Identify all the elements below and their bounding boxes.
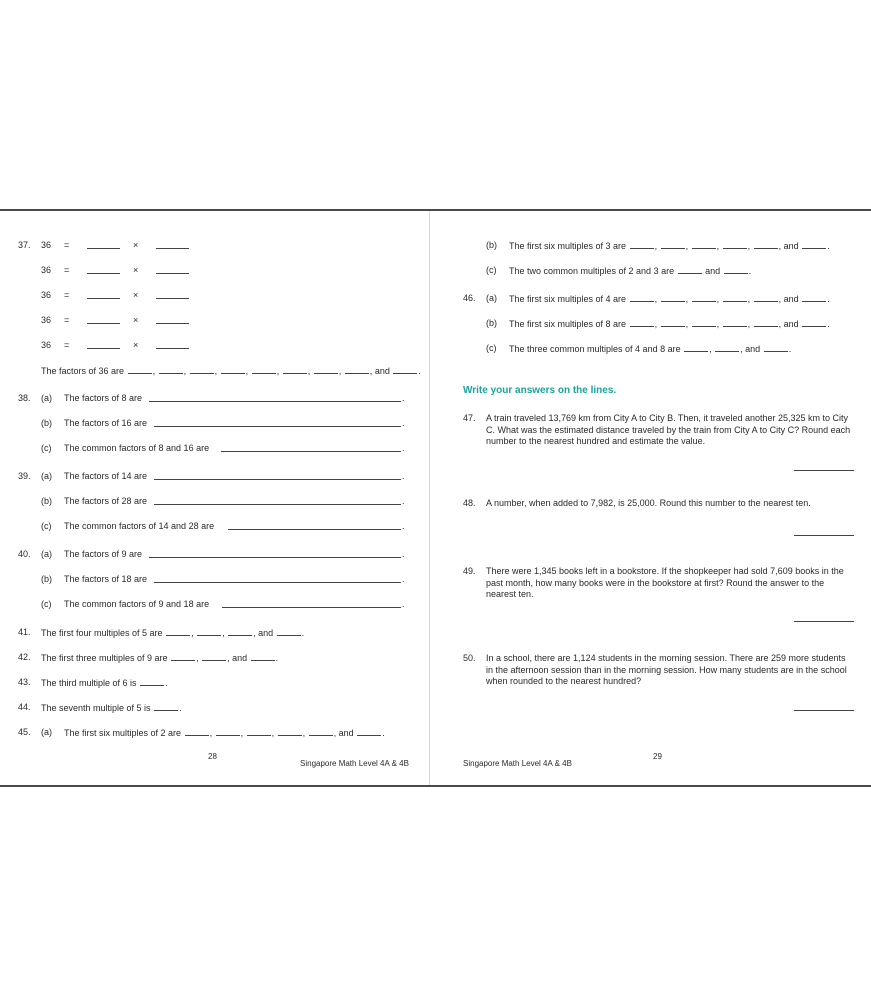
word-problem-text: In a school, there are 1,124 students in the morning session. There are 259 more students in the afternoon session than in the morning session. How many students are in the school when rounded to the nearest hundred? (486, 653, 847, 686)
answer-blank[interactable] (228, 627, 252, 636)
answer-blank[interactable] (247, 727, 271, 736)
question-number: 40. (18, 549, 31, 559)
and-word: and (783, 241, 799, 251)
answer-blank[interactable] (661, 318, 685, 327)
equation-value: 36 (41, 315, 52, 325)
prompt-text: The first four multiples of 5 are (41, 628, 163, 638)
top-page-border (0, 209, 871, 211)
period: . (402, 574, 405, 584)
answer-line[interactable] (154, 504, 401, 505)
question-number: 50. (463, 653, 476, 663)
prompt-text: The three common multiples of 4 and 8 are (509, 344, 681, 354)
and-word: and (745, 344, 761, 354)
times-sign: × (133, 315, 139, 325)
prompt-text: The first six multiples of 3 are (509, 241, 627, 251)
answer-blank[interactable] (715, 343, 739, 352)
factor-blank[interactable] (156, 273, 189, 274)
answer-blank[interactable] (185, 727, 209, 736)
equals-sign: = (64, 315, 70, 325)
and-word: and (374, 366, 390, 376)
prompt-text: The factors of 28 are (64, 496, 148, 506)
factor-blank[interactable] (87, 248, 120, 249)
answer-line[interactable] (794, 470, 854, 471)
answer-blank[interactable] (630, 293, 654, 302)
prompt-text: The factors of 18 are (64, 574, 148, 584)
equals-sign: = (64, 265, 70, 275)
question-number: 39. (18, 471, 31, 481)
bottom-page-border (0, 785, 871, 787)
question-number: 44. (18, 702, 31, 712)
question-number: 37. (18, 240, 31, 250)
times-sign: × (133, 290, 139, 300)
word-problem-text: There were 1,345 books left in a bookstore. If the shopkeeper had sold 7,609 books in the past month, how many books were in the bookstore at first? Round the answer to the nearest ten. (486, 566, 844, 599)
q45b-line: The first six multiples of 3 are , , , , , and . (509, 241, 830, 251)
comma: , (183, 366, 187, 376)
prompt-text: The factors of 36 are (41, 366, 125, 376)
comma: , (214, 366, 218, 376)
question-number: 41. (18, 627, 31, 637)
answer-blank[interactable] (357, 727, 381, 736)
part-label: (c) (486, 343, 497, 353)
answer-line[interactable] (221, 451, 401, 452)
part-label: (b) (41, 496, 52, 506)
answer-blank[interactable] (754, 240, 778, 249)
answer-blank[interactable] (277, 627, 301, 636)
answer-blank[interactable] (678, 265, 702, 274)
part-label: (b) (486, 318, 497, 328)
answer-blank[interactable] (802, 240, 826, 249)
answer-blank[interactable] (252, 365, 276, 374)
answer-blank[interactable] (692, 318, 716, 327)
question-number: 47. (463, 413, 476, 423)
answer-blank[interactable] (754, 293, 778, 302)
q45c-line: The two common multiples of 2 and 3 are and . (509, 266, 752, 276)
answer-blank[interactable] (314, 365, 338, 374)
period: . (402, 393, 405, 403)
answer-blank[interactable] (166, 627, 190, 636)
and-word: and (783, 294, 799, 304)
part-label: (a) (41, 393, 52, 403)
comma: , (152, 366, 156, 376)
answer-line[interactable] (154, 582, 401, 583)
comma: , (245, 366, 249, 376)
answer-line[interactable] (222, 607, 401, 608)
part-label: (a) (41, 727, 52, 737)
period: . (402, 549, 405, 559)
equals-sign: = (64, 290, 70, 300)
equation-value: 36 (41, 290, 52, 300)
period: . (402, 418, 405, 428)
q42-line: The first three multiples of 9 are , , and . (41, 653, 279, 663)
answer-blank[interactable] (221, 365, 245, 374)
answer-blank[interactable] (723, 240, 747, 249)
comma: , (276, 366, 280, 376)
answer-blank[interactable] (630, 318, 654, 327)
q37-factors-line (41, 365, 421, 377)
equals-sign: = (64, 340, 70, 350)
prompt-text: The first six multiples of 8 are (509, 319, 627, 329)
part-label: (b) (486, 240, 497, 250)
equation-value: 36 (41, 265, 52, 275)
period: . (402, 599, 405, 609)
period: . (402, 496, 405, 506)
answer-blank[interactable] (171, 652, 195, 661)
prompt-text: The third multiple of 6 is (41, 678, 137, 688)
answer-line[interactable] (794, 535, 854, 536)
prompt-text: The common factors of 14 and 28 are (64, 521, 215, 531)
part-label: (c) (41, 443, 52, 453)
prompt-text: The two common multiples of 2 and 3 are (509, 266, 675, 276)
answer-blank[interactable] (692, 293, 716, 302)
part-label: (a) (41, 549, 52, 559)
answer-blank[interactable] (309, 727, 333, 736)
answer-blank[interactable] (630, 240, 654, 249)
answer-blank[interactable] (190, 365, 214, 374)
answer-line[interactable] (794, 710, 854, 711)
equation-value: 36 (41, 340, 52, 350)
period: . (418, 366, 421, 376)
factor-blank[interactable] (87, 298, 120, 299)
q46a-line: The first six multiples of 4 are , , , , , and . (509, 294, 830, 304)
page-number: 29 (653, 752, 662, 761)
answer-line[interactable] (794, 621, 854, 622)
factor-blank[interactable] (87, 348, 120, 349)
answer-blank[interactable] (724, 265, 748, 274)
comma: , (338, 366, 342, 376)
question-number: 43. (18, 677, 31, 687)
answer-blank[interactable] (684, 343, 708, 352)
answer-line[interactable] (149, 557, 401, 558)
answer-blank[interactable] (278, 727, 302, 736)
factor-blank[interactable] (156, 248, 189, 249)
answer-blank[interactable] (754, 318, 778, 327)
and-word: and (258, 628, 274, 638)
answer-blank[interactable] (128, 365, 152, 374)
and-word: and (232, 653, 248, 663)
prompt-text: The factors of 14 are (64, 471, 148, 481)
q46b-line: The first six multiples of 8 are , , , , , and . (509, 319, 830, 329)
comma: , (307, 366, 311, 376)
part-label: (a) (486, 293, 497, 303)
answer-blank[interactable] (216, 727, 240, 736)
q41-line: The first four multiples of 5 are , , , and . (41, 628, 305, 638)
answer-blank[interactable] (661, 240, 685, 249)
question-number: 38. (18, 393, 31, 403)
question-number: 48. (463, 498, 476, 508)
page-number: 28 (208, 752, 217, 761)
times-sign: × (133, 240, 139, 250)
prompt-text: The common factors of 9 and 18 are (64, 599, 210, 609)
factor-blank[interactable] (87, 323, 120, 324)
answer-blank[interactable] (764, 343, 788, 352)
question-number: 42. (18, 652, 31, 662)
question-number: 49. (463, 566, 476, 576)
prompt-text: The common factors of 8 and 16 are (64, 443, 210, 453)
q45a-line: The first six multiples of 2 are , , , , , and . (64, 728, 385, 738)
page-footer: Singapore Math Level 4A & 4B (300, 759, 409, 768)
part-label: (c) (486, 265, 497, 275)
factor-blank[interactable] (87, 273, 120, 274)
factor-blank[interactable] (156, 348, 189, 349)
section-instruction: Write your answers on the lines. (463, 385, 617, 396)
q43-line: The third multiple of 6 is . (41, 678, 168, 688)
answer-line[interactable] (154, 426, 401, 427)
answer-blank[interactable] (197, 627, 221, 636)
part-label: (c) (41, 521, 52, 531)
times-sign: × (133, 265, 139, 275)
answer-blank[interactable] (140, 677, 164, 686)
answer-blank[interactable] (723, 318, 747, 327)
equation-value: 36 (41, 240, 52, 250)
question-number: 46. (463, 293, 476, 303)
answer-blank[interactable] (692, 240, 716, 249)
equals-sign: = (64, 240, 70, 250)
answer-blank[interactable] (154, 702, 178, 711)
period: . (402, 521, 405, 531)
answer-blank[interactable] (393, 365, 417, 374)
answer-line[interactable] (149, 401, 401, 402)
part-label: (c) (41, 599, 52, 609)
period: . (402, 443, 405, 453)
word-problem-text: A number, when added to 7,982, is 25,000. Round this number to the nearest ten. (486, 498, 811, 508)
answer-blank[interactable] (251, 652, 275, 661)
part-label: (a) (41, 471, 52, 481)
prompt-text: The factors of 9 are (64, 549, 143, 559)
prompt-text: The factors of 8 are (64, 393, 143, 403)
and-word: and (338, 728, 354, 738)
answer-blank[interactable] (802, 318, 826, 327)
factor-blank[interactable] (156, 323, 189, 324)
answer-blank[interactable] (723, 293, 747, 302)
word-problem-text: A train traveled 13,769 km from City A to City B. Then, it traveled another 25,325 km to City C. What was the estimated distance traveled by the train from City A to City C? Round each number to the nearest hundred and estimate the value. (486, 413, 851, 446)
answer-blank[interactable] (159, 365, 183, 374)
part-label: (b) (41, 418, 52, 428)
prompt-text: The first six multiples of 2 are (64, 728, 182, 738)
answer-blank[interactable] (283, 365, 307, 374)
q44-line: The seventh multiple of 5 is . (41, 703, 182, 713)
part-label: (b) (41, 574, 52, 584)
answer-line[interactable] (228, 529, 401, 530)
answer-blank[interactable] (345, 365, 369, 374)
times-sign: × (133, 340, 139, 350)
page-footer: Singapore Math Level 4A & 4B (463, 759, 572, 768)
page-gutter (429, 211, 430, 785)
question-number: 45. (18, 727, 31, 737)
answer-blank[interactable] (661, 293, 685, 302)
and-word: and (705, 266, 721, 276)
prompt-text: The first six multiples of 4 are (509, 294, 627, 304)
answer-blank[interactable] (802, 293, 826, 302)
prompt-text: The factors of 16 are (64, 418, 148, 428)
factor-blank[interactable] (156, 298, 189, 299)
prompt-text: The seventh multiple of 5 is (41, 703, 151, 713)
and-word: and (783, 319, 799, 329)
period: . (402, 471, 405, 481)
answer-line[interactable] (154, 479, 401, 480)
prompt-text: The first three multiples of 9 are (41, 653, 168, 663)
answer-blank[interactable] (202, 652, 226, 661)
comma: , (369, 366, 373, 376)
q46c-line: The three common multiples of 4 and 8 are , , and . (509, 344, 792, 354)
